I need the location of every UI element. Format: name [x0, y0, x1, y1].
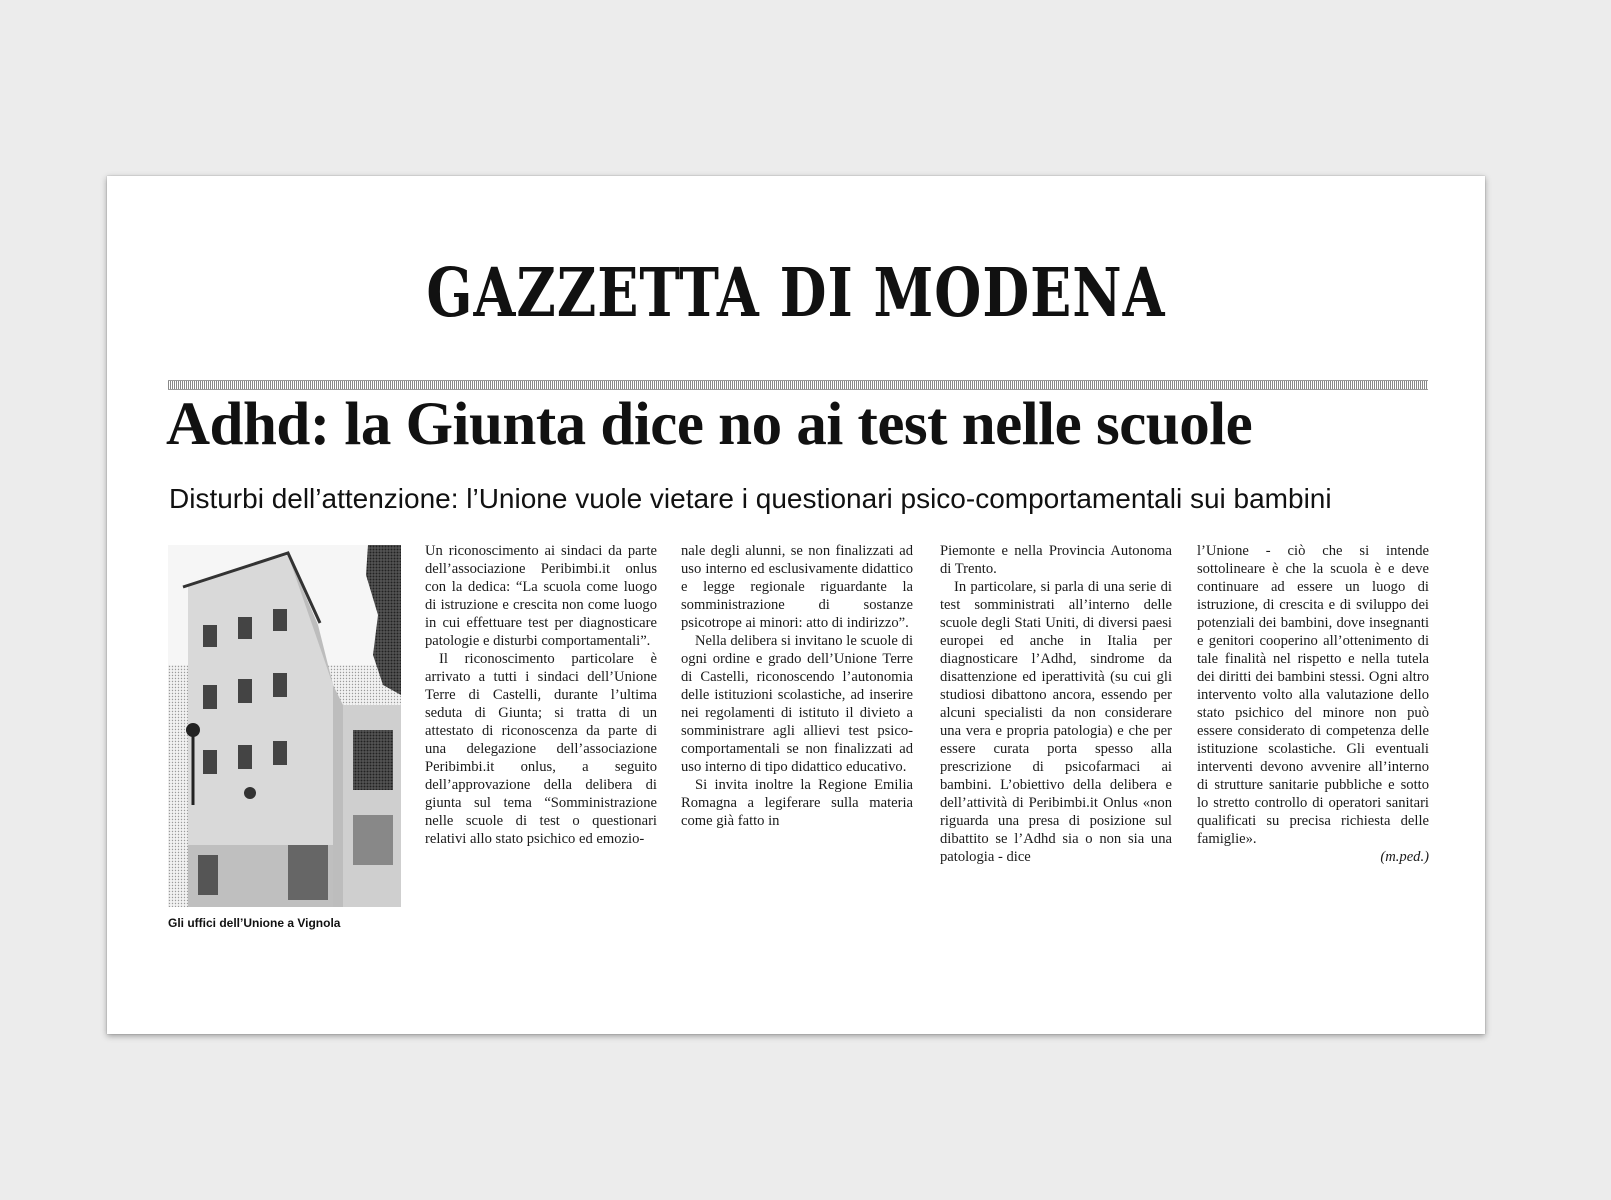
- paragraph: l’Unione - ciò che si intende sottolineare è che la scuola è e deve continuare ad essere un luogo di istruzione, di crescita e di sviluppo dei potenziali dei bambini, dove insegnanti e genitori cooperino all’ottenimento di tale finalità nel rispetto e nella tutela dei diritti dei bambini stessi. Ogni altro intervento volto alla valutazione dello stato psichico del minore non può essere considerato di competenza delle istituzione scolastiche. Gli eventuali interventi devono avvenire all’interno di strutture sanitarie pubbliche e sotto lo stretto controllo di operatori sanitari qualificati su precisa richiesta delle famiglie».: [1197, 543, 1429, 847]
- paragraph: nale degli alunni, se non finalizzati ad uso interno ed esclusivamente didattico e legge regionale riguardante la somministrazione di sostanze psicotrope ai minori: atto di indirizzo”.: [681, 543, 913, 631]
- subheadline: Disturbi dell’attenzione: l’Unione vuole vietare i questionari psico-comportamentali sui bambini: [169, 483, 1332, 514]
- paragraph: Un riconoscimento ai sindaci da parte dell’associazione Peribimbi.it onlus con la dedica: “La scuola come luogo di istruzione e crescita non come luogo in cui effettuare test per diagnosticare patologie e disturbi comportamentali”.: [425, 543, 657, 649]
- article-column-3: [940, 542, 1172, 866]
- article-column-4: [1197, 542, 1429, 866]
- masthead: GAZZETTA DI MODENA: [426, 252, 1166, 332]
- article-photo: [168, 545, 401, 907]
- headline: Adhd: la Giunta dice no ai test nelle scuole: [166, 391, 1253, 458]
- newspaper-clipping: [107, 176, 1485, 1034]
- paragraph: Il riconoscimento particolare è arrivato a tutti i sindaci dell’Unione Terre di Castelli, durante l’ultima seduta di Giunta; si tratta di un attestato di riconoscenza da parte di una delegazione dell’associazione Peribimbi.it onlus, a seguito dell’approvazione della delibera di giunta sul tema “Somministrazione nelle scuole di test o questionari relativi allo stato psichico ed emozio-: [425, 651, 657, 847]
- paragraph: In particolare, si parla di una serie di test somministrati all’interno delle scuole degli Stati Uniti, di diversi paesi europei ed anche in Italia per diagnosticare l’Adhd, sindrome da disattenzione ed iperattività (su cui gli studiosi dibattono ancora, essendo per alcuni specialisti da non considerare una vera e propria patologia) e che per essere curata porta spesso alla prescrizione di psicofarmaci ai bambini. L’obiettivo della delibera e dell’attività di Peribimbi.it Onlus «non riguarda una presa di posizione sul dibattito se l’Adhd sia o non sia una patologia - dice: [940, 579, 1172, 865]
- paragraph: Piemonte e nella Provincia Autonoma di Trento.: [940, 543, 1172, 577]
- article-column-2: [681, 542, 913, 830]
- paragraph: Si invita inoltre la Regione Emilia Romagna a legiferare sulla materia come già fatto in: [681, 777, 913, 829]
- paragraph: Nella delibera si invitano le scuole di ogni ordine e grado dell’Unione Terre di Castelli, riconoscendo l’autonomia delle istituzioni scolastiche, ad inserire nei regolamenti di istituto il divieto a somministrare agli allievi test psico-comportamentali se non finalizzati ad uso interno di tipo didattico educativo.: [681, 633, 913, 775]
- article-column-1: [425, 542, 657, 848]
- photo-caption: Gli uffici dell’Unione a Vignola: [168, 916, 341, 930]
- headline-rule: [168, 380, 1428, 390]
- author-signature: (m.ped.): [1380, 849, 1429, 865]
